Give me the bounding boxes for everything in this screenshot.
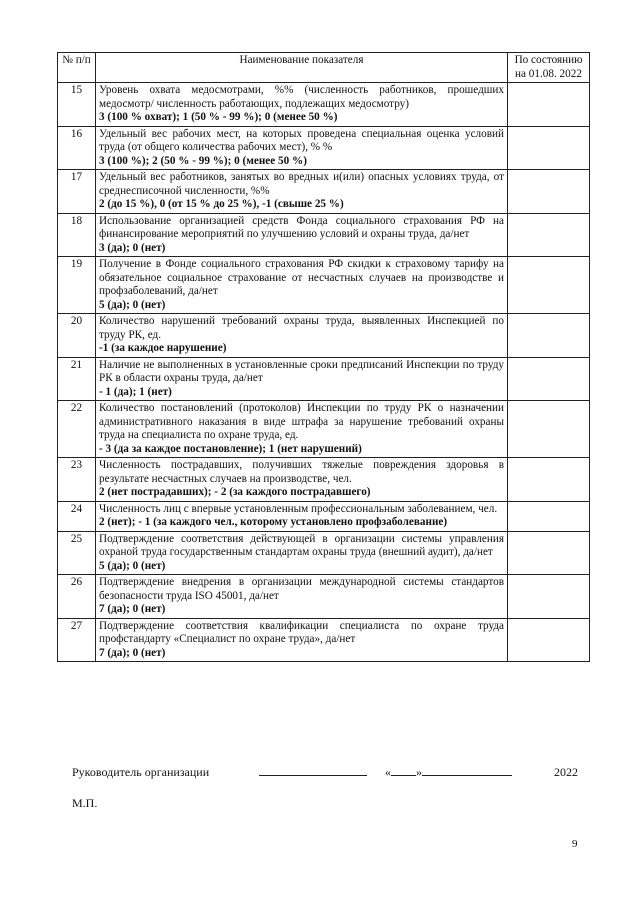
table-row <box>58 357 590 401</box>
value-cell[interactable] <box>508 458 590 502</box>
header-value: По состоянию на 01.08. 2022 <box>508 53 590 83</box>
indicator-description: Численность лиц с впервые установленным профессиональным заболеванием, чел. <box>99 502 498 515</box>
value-cell[interactable] <box>508 314 590 358</box>
indicator-scoring: - 3 (да за каждое постановление); 1 (нет нарушений) <box>99 442 362 455</box>
indicator-description: Количество нарушений требований охраны труда, выявленных Инспекцией по труду РК, ед. <box>99 315 504 341</box>
value-cell[interactable] <box>508 401 590 458</box>
page-number: 9 <box>572 838 578 850</box>
table-row <box>58 531 590 575</box>
row-number: 21 <box>58 357 96 401</box>
indicator-cell <box>96 126 508 170</box>
value-cell[interactable] <box>508 126 590 170</box>
table-row <box>58 170 590 214</box>
indicator-cell <box>96 501 508 531</box>
value-cell[interactable] <box>508 531 590 575</box>
row-number: 15 <box>58 83 96 127</box>
header-num: № п/п <box>58 53 96 83</box>
table-row <box>58 213 590 257</box>
value-cell[interactable] <box>508 170 590 214</box>
value-cell[interactable] <box>508 357 590 401</box>
indicator-scoring: - 1 (да); 1 (нет) <box>99 385 172 398</box>
indicator-cell <box>96 357 508 401</box>
table-row <box>58 257 590 314</box>
indicator-scoring: 2 (до 15 %), 0 (от 15 % до 25 %), -1 (свыше 25 %) <box>99 198 344 210</box>
indicator-description: Количество постановлений (протоколов) Инспекции по труду РК о назначении административного наказания в виде штрафа за нарушение требований охраны труда на специалиста по охране труда, ед. <box>99 402 504 441</box>
row-number: 26 <box>58 575 96 619</box>
indicator-description: Удельный вес рабочих мест, на которых проведена специальная оценка условий труда (от общего количества рабочих мест), % % <box>99 127 504 153</box>
row-number: 23 <box>58 458 96 502</box>
indicator-cell <box>96 83 508 127</box>
row-number: 25 <box>58 531 96 575</box>
table-row <box>58 575 590 619</box>
table-row <box>58 401 590 458</box>
row-number: 24 <box>58 501 96 531</box>
indicator-cell <box>96 170 508 214</box>
table-row <box>58 501 590 531</box>
row-number: 22 <box>58 401 96 458</box>
indicator-scoring: 3 (100 % охват); 1 (50 % - 99 %); 0 (менее 50 %) <box>99 111 338 123</box>
indicator-cell <box>96 257 508 314</box>
indicator-description: Подтверждение соответствия квалификации специалиста по охране труда профстандарту «Специалист по охране труда», да/нет <box>99 619 504 645</box>
value-cell[interactable] <box>508 501 590 531</box>
indicator-cell <box>96 458 508 502</box>
indicator-description: Удельный вес работников, занятых во вредных и(или) опасных условиях труда, от среднесписочной численности, %% <box>99 171 504 197</box>
table-row <box>58 83 590 127</box>
year-label: 2022 <box>554 765 578 779</box>
value-cell[interactable] <box>508 575 590 619</box>
table-row <box>58 314 590 358</box>
indicator-cell <box>96 575 508 619</box>
date-field[interactable] <box>385 765 512 780</box>
value-cell[interactable] <box>508 618 590 662</box>
indicator-description: Численность пострадавших, получивших тяжелые повреждения здоровья в результате несчастных случаев на производстве, чел. <box>99 459 504 485</box>
indicator-scoring: -1 (за каждое нарушение) <box>99 342 227 354</box>
indicator-description: Получение в Фонде социального страхования РФ скидки к страховому тарифу на обязательное социальное страхование от несчастных случаев на производстве и профзаболеваний, да/нет <box>99 258 504 297</box>
indicator-scoring: 2 (нет пострадавших); - 2 (за каждого пострадавшего) <box>99 486 371 498</box>
indicator-scoring: 5 (да); 0 (нет) <box>99 298 166 311</box>
value-cell[interactable] <box>508 83 590 127</box>
signature-field[interactable] <box>259 765 367 780</box>
table-row <box>58 618 590 662</box>
indicator-description: Использование организацией средств Фонда социального страхования РФ на финансирование мероприятий по улучшению условий и охраны труда, да/нет <box>99 214 504 240</box>
row-number: 17 <box>58 170 96 214</box>
value-cell[interactable] <box>508 257 590 314</box>
indicator-scoring: 2 (нет); - 1 (за каждого чел., которому установлено профзаболевание) <box>99 516 448 528</box>
indicator-scoring: 3 (100 %); 2 (50 % - 99 %); 0 (менее 50 %) <box>99 154 307 167</box>
quote-open: « <box>385 765 391 779</box>
head-label: Руководитель организации <box>72 765 210 779</box>
table-row <box>58 126 590 170</box>
indicator-description: Уровень охвата медосмотрами, %% (численность работников, прошедших медосмотр/ численность работающих, подлежащих медосмотру) <box>99 84 504 110</box>
quote-close: » <box>416 765 422 779</box>
indicator-scoring: 5 (да); 0 (нет) <box>99 559 166 572</box>
indicator-cell <box>96 531 508 575</box>
indicator-cell <box>96 213 508 257</box>
row-number: 19 <box>58 257 96 314</box>
indicator-description: Наличие не выполненных в установленные сроки предписаний Инспекции по труду РК в области охраны труда, да/нет <box>99 358 504 384</box>
indicator-scoring: 7 (да); 0 (нет) <box>99 646 166 659</box>
indicator-description: Подтверждение соответствия действующей в организации системы управления охраной труда государственным стандартам охраны труда (внешний аудит), да/нет <box>99 532 504 558</box>
indicators-table <box>57 52 590 662</box>
row-number: 16 <box>58 126 96 170</box>
header-name: Наименование показателя <box>96 53 508 83</box>
row-number: 27 <box>58 618 96 662</box>
value-cell[interactable] <box>508 213 590 257</box>
indicator-cell <box>96 618 508 662</box>
row-number: 18 <box>58 213 96 257</box>
table-header-row <box>58 53 590 83</box>
table-row <box>58 458 590 502</box>
row-number: 20 <box>58 314 96 358</box>
indicator-scoring: 7 (да); 0 (нет) <box>99 603 166 615</box>
indicator-cell <box>96 314 508 358</box>
indicator-cell <box>96 401 508 458</box>
indicator-description: Подтверждение внедрения в организации международной системы стандартов безопасности труда ISO 45001, да/нет <box>99 576 504 602</box>
stamp-label: М.П. <box>72 796 98 810</box>
indicator-scoring: 3 (да); 0 (нет) <box>99 241 166 254</box>
